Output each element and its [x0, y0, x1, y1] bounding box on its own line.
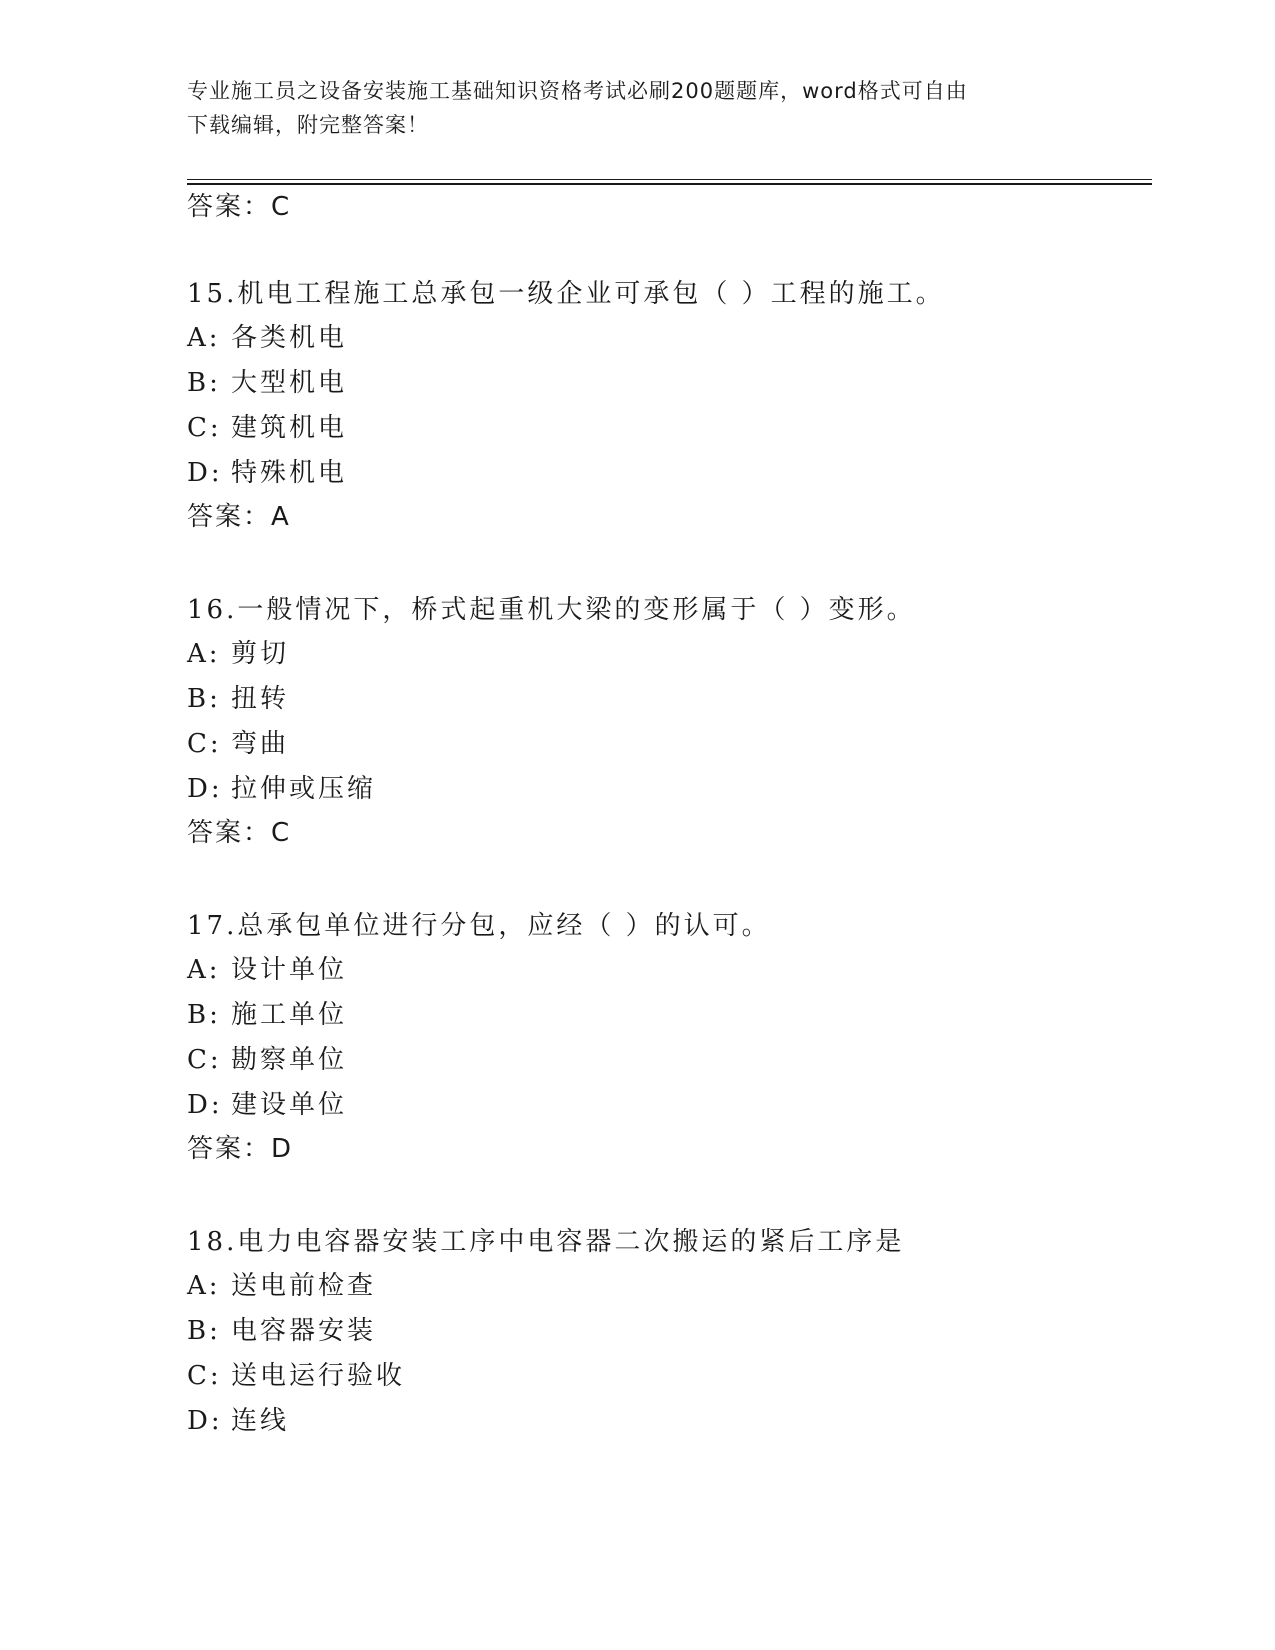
document-header: [187, 74, 1087, 142]
option-text: 各类机电: [231, 323, 348, 353]
option-text: 建筑机电: [231, 413, 348, 443]
option-key: C:: [187, 413, 222, 443]
option-text: 送电运行验收: [231, 1361, 406, 1391]
option-text: 设计单位: [231, 955, 348, 985]
option-key: D:: [187, 774, 223, 804]
option-text: 连线: [231, 1406, 290, 1436]
option-text: 大型机电: [231, 368, 348, 398]
option-key: A:: [187, 1271, 221, 1301]
header-divider-top: [187, 179, 1152, 180]
option-17-b: [187, 994, 347, 1031]
header-line-1: 专业施工员之设备安装施工基础知识资格考试必刷200题题库，word格式可自由: [187, 79, 968, 103]
answer-16: 答案：C: [187, 818, 292, 848]
question-stem-16: 16.一般情况下，桥式起重机大梁的变形属于（ ）变形。: [187, 595, 916, 625]
question-stem-17: 17.总承包单位进行分包，应经（ ）的认可。: [187, 911, 771, 941]
option-16-b: [187, 678, 289, 715]
option-16-d: [187, 768, 376, 805]
option-key: B:: [187, 1000, 221, 1030]
previous-answer: 答案：C: [187, 192, 292, 222]
option-key: A:: [187, 955, 221, 985]
option-text: 施工单位: [231, 1000, 348, 1030]
option-text: 扭转: [231, 684, 290, 714]
question-stem-15: 15.机电工程施工总承包一级企业可承包（ ）工程的施工。: [187, 279, 945, 309]
option-18-a: [187, 1265, 376, 1302]
option-17-c: [187, 1039, 347, 1076]
option-15-d: [187, 452, 347, 489]
answer-17: 答案：D: [187, 1134, 294, 1164]
option-text: 特殊机电: [231, 458, 348, 488]
option-text: 建设单位: [231, 1090, 348, 1120]
option-18-b: [187, 1310, 376, 1347]
option-key: B:: [187, 1316, 221, 1346]
header-divider-bottom: [187, 183, 1152, 185]
option-text: 弯曲: [231, 729, 290, 759]
option-key: C:: [187, 1361, 222, 1391]
option-key: C:: [187, 729, 222, 759]
header-line-2: 下载编辑，附完整答案！: [187, 113, 429, 137]
option-15-a: [187, 317, 347, 354]
option-text: 剪切: [231, 639, 290, 669]
answer-15: 答案：A: [187, 502, 291, 532]
option-key: D:: [187, 1406, 223, 1436]
option-17-a: [187, 949, 347, 986]
question-stem-18: 18.电力电容器安装工序中电容器二次搬运的紧后工序是: [187, 1227, 905, 1257]
option-text: 电容器安装: [231, 1316, 377, 1346]
option-text: 拉伸或压缩: [231, 774, 377, 804]
option-text: 勘察单位: [231, 1045, 348, 1075]
option-key: A:: [187, 323, 221, 353]
option-key: B:: [187, 684, 221, 714]
option-key: A:: [187, 639, 221, 669]
option-18-c: [187, 1355, 405, 1392]
option-key: D:: [187, 1090, 223, 1120]
option-18-d: [187, 1400, 289, 1437]
option-key: C:: [187, 1045, 222, 1075]
option-15-c: [187, 407, 347, 444]
option-16-a: [187, 633, 289, 670]
option-17-d: [187, 1084, 347, 1121]
option-15-b: [187, 362, 347, 399]
option-16-c: [187, 723, 289, 760]
option-key: B:: [187, 368, 221, 398]
option-text: 送电前检查: [231, 1271, 377, 1301]
option-key: D:: [187, 458, 223, 488]
